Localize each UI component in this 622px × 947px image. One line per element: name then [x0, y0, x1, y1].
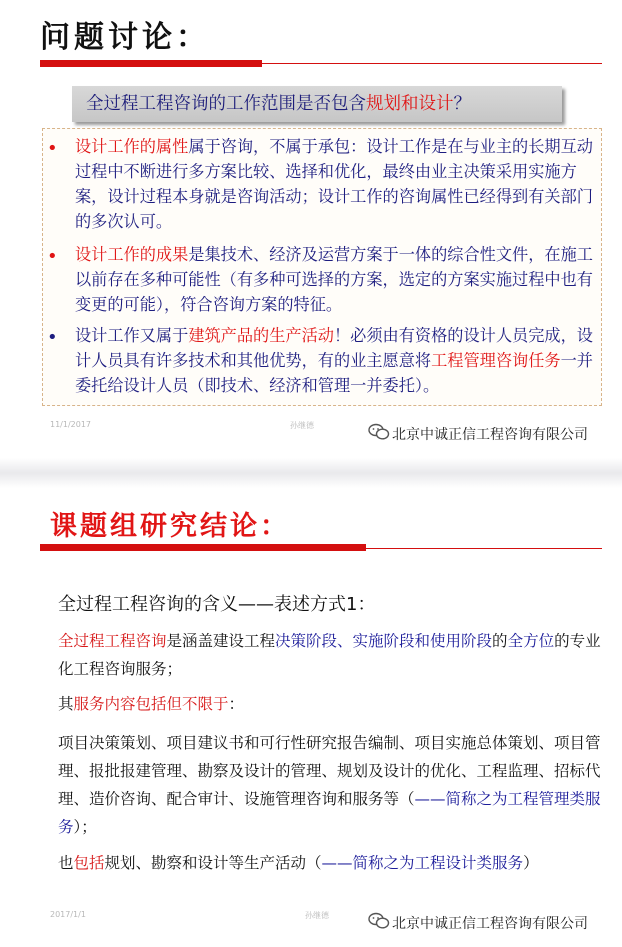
- question-prefix: 全过程工程咨询的工作范围是否包含: [86, 94, 366, 114]
- bullet-text-2: [75, 242, 597, 317]
- text-segment: 也: [58, 854, 74, 872]
- title2-underline-bar: [40, 544, 366, 551]
- question-highlight: 规划和设计: [366, 94, 454, 114]
- management-services-paragraph: [58, 729, 614, 841]
- text-segment: 是集技术、经济及运营方案于一体的综合性文件，在施工以前存在多种可能性（有多种可选择的方案，选定的方案实施过程中也有变更的可能），符合咨询方案的特征。: [75, 245, 593, 314]
- text-segment: 服务内容包括但不限于: [73, 695, 229, 713]
- definition-heading: 全过程工程咨询的含义——表述方式1：: [58, 594, 376, 615]
- text-segment: 项目决策策划、项目建议书和可行性研究报告编制、项目实施总体策划、项目管理、报批报建管理、勘察及设计的管理、规划及设计的优化、工程监理、招标代理、造价咨询、配合审计、设施管理咨询和服务等（: [58, 734, 601, 808]
- bullet-text-3: [75, 323, 597, 398]
- text-segment: ）: [523, 854, 539, 872]
- title2-underline-line: [366, 548, 602, 549]
- text-segment: 全方位: [507, 632, 555, 650]
- bullet-marker-3: •: [47, 327, 58, 348]
- text-segment: 属于咨询，不属于承包：设计工作是在与业主的长期互动过程中不断进行多方案比较、选择和优化，最终由业主决策采用实施方案，设计过程本身就是咨询活动；设计工作的咨询属性已经得到有关部门的多次认可。: [75, 137, 593, 231]
- text-segment: 全过程工程咨询: [58, 632, 167, 650]
- design-services-paragraph: [58, 849, 614, 877]
- slide1-title: 问题讨论：: [40, 20, 210, 55]
- text-segment: ——简称之为工程管理类服务: [58, 790, 601, 836]
- text-segment: 设计工作的成果: [75, 245, 189, 264]
- title-underline-line: [262, 63, 602, 64]
- slide2-footer-date: 2017/1/1: [50, 910, 86, 919]
- text-segment: 是涵盖建设工程: [166, 632, 276, 650]
- slide2-footer-name: 孙继德: [305, 911, 329, 920]
- bullet-marker-1: •: [47, 138, 58, 159]
- text-segment: 其: [58, 695, 74, 713]
- text-segment: ：: [228, 695, 245, 713]
- bullet-marker-2: •: [47, 246, 58, 267]
- watermark-text-2: 北京中诚正信工程咨询有限公司: [392, 916, 588, 932]
- question-box: [72, 86, 562, 122]
- definition-paragraph: [58, 627, 614, 683]
- text-segment: 一并委托给设计人员（即技术、经济和管理一并委托）。: [75, 351, 593, 395]
- scope-intro: [58, 690, 614, 718]
- wechat-icon: [368, 912, 390, 930]
- text-segment: ——简称之为工程设计类服务: [321, 854, 524, 872]
- text-segment: 的: [492, 632, 508, 650]
- wechat-icon: [368, 423, 390, 441]
- text-segment: 规划、勘察和设计等生产活动（: [104, 854, 322, 872]
- bullet-text-1: [75, 134, 597, 234]
- slide2-title: 课题组研究结论：: [50, 511, 290, 542]
- text-segment: ）；: [73, 818, 97, 836]
- text-segment: 设计工作又属于: [75, 326, 189, 345]
- text-segment: 设计工作的属性: [75, 137, 189, 156]
- watermark-text-1: 北京中诚正信工程咨询有限公司: [392, 427, 588, 443]
- title-underline-bar: [40, 60, 262, 67]
- text-segment: 决策阶段、实施阶段和使用阶段: [275, 632, 493, 650]
- question-suffix: ？: [453, 94, 471, 114]
- slide-separator: [0, 458, 622, 488]
- slide1-footer-name: 孙继德: [290, 421, 314, 430]
- text-segment: 的专业化工程咨询服务；: [58, 632, 601, 678]
- text-segment: ！必须由有资格的设计人员完成，设计人员具有许多技术和其他优势，有的业主愿意将: [75, 326, 593, 370]
- text-segment: 建筑产品的生产活动: [188, 326, 334, 345]
- text-segment: 工程管理咨询任务: [431, 351, 561, 370]
- text-segment: 包括: [73, 854, 105, 872]
- slide1-footer-date: 11/1/2017: [50, 420, 92, 429]
